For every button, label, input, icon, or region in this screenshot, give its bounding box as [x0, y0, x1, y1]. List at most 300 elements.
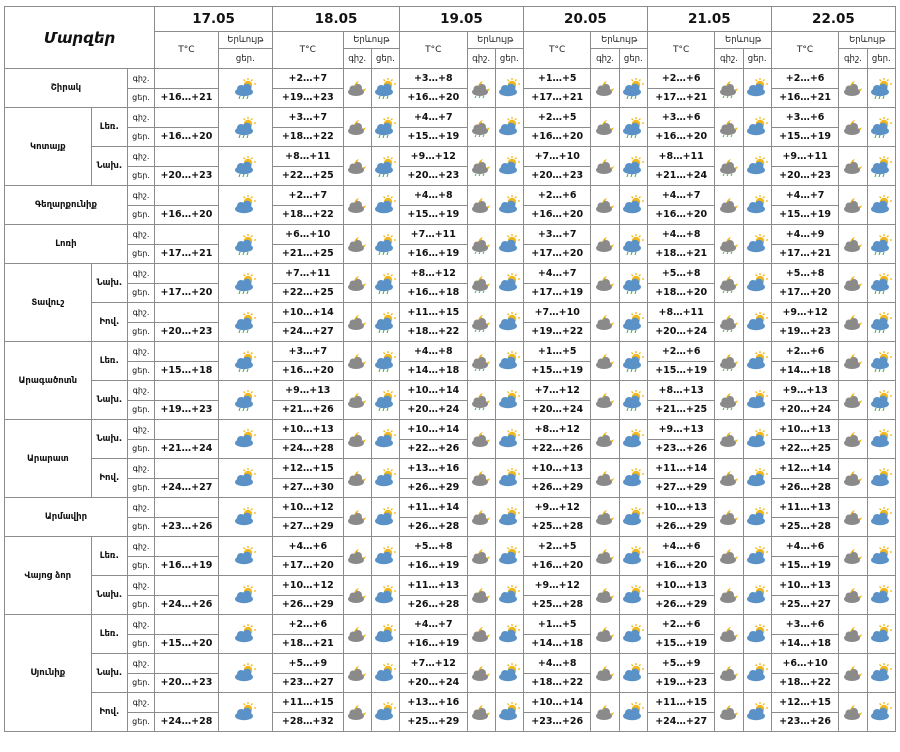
night-cloud-moon-icon [467, 615, 495, 654]
temperature-cell: +20…+23 [155, 322, 218, 342]
region-part-label: Նախ. [91, 576, 127, 615]
temperature-cell: +15…+18 [155, 361, 218, 381]
time-of-day: ցեր. [127, 322, 154, 342]
day-cloud-rain-icon [371, 147, 399, 186]
region-part-label: Նախ. [91, 147, 127, 186]
night-cloud-rain-icon [591, 225, 619, 264]
night-cloud-moon-icon [467, 459, 495, 498]
temp-header: T°C [400, 32, 468, 69]
temperature-cell: +24…+26 [155, 595, 218, 615]
temperature-cell: +9…+13 [647, 420, 715, 440]
temperature-cell: +4…+6 [647, 537, 715, 557]
day-partly-cloudy-icon [218, 264, 272, 303]
night-cloud-rain-icon [839, 303, 867, 342]
temperature-cell: +26…+28 [771, 478, 839, 498]
day-cloud-rain-icon [619, 342, 647, 381]
night-cloud-rain-icon [715, 303, 743, 342]
region-part-label: Իով. [91, 693, 127, 732]
day-cloud-rain-icon [619, 225, 647, 264]
temperature-cell: +12…+15 [771, 693, 839, 713]
temperature-cell: +26…+29 [647, 517, 715, 537]
temperature-cell: +1…+5 [523, 69, 591, 89]
temperature-cell: +4…+7 [523, 264, 591, 284]
day-cloud-rain-icon [371, 381, 399, 420]
night-cloud-rain-icon [591, 69, 619, 108]
day-partly-cloudy-icon [619, 615, 647, 654]
day-partly-cloudy-icon [743, 459, 771, 498]
time-of-day: գիշ. [127, 147, 154, 167]
temperature-cell: +3…+7 [273, 108, 344, 128]
temperature-cell: +11…+15 [400, 303, 468, 323]
time-of-day: ցեր. [127, 166, 154, 186]
table-row [5, 186, 896, 206]
time-of-day: գիշ. [127, 303, 154, 323]
temperature-cell: +13…+16 [400, 459, 468, 479]
time-of-day: գիշ. [127, 381, 154, 401]
temperature-cell: +26…+29 [400, 478, 468, 498]
temperature-cell: +24…+28 [155, 712, 218, 732]
day-partly-cloudy-icon [743, 498, 771, 537]
table-row [5, 615, 896, 635]
forecast-body [5, 69, 896, 732]
temp-header: T°C [273, 32, 344, 69]
day-cloud-rain-icon [495, 303, 523, 342]
temperature-cell: +16…+21 [155, 88, 218, 108]
day-cloud-rain-icon [867, 342, 895, 381]
temperature-cell: +15…+19 [647, 634, 715, 654]
night-cloud-rain-icon [467, 147, 495, 186]
temperature-cell: +10…+12 [273, 498, 344, 518]
date-header-3: 19.05 [400, 7, 524, 32]
night-cloud-moon-icon [591, 693, 619, 732]
night-cloud-moon-icon [839, 615, 867, 654]
region-part-label: Նախ. [91, 264, 127, 303]
temperature-cell: +22…+26 [400, 439, 468, 459]
temperature-cell: +20…+23 [523, 166, 591, 186]
night-cloud-rain-icon [591, 264, 619, 303]
day-partly-cloudy-icon [218, 225, 272, 264]
temperature-cell: +24…+27 [155, 478, 218, 498]
night-cloud-rain-icon [839, 69, 867, 108]
temperature-cell: +21…+26 [273, 400, 344, 420]
region-part-label: Նախ. [91, 381, 127, 420]
day-partly-cloudy-icon [371, 498, 399, 537]
day-partly-cloudy-icon [371, 537, 399, 576]
temperature-cell: +9…+12 [523, 498, 591, 518]
phenomenon-header: Երևույթ [343, 32, 399, 49]
temperature-cell: +3…+7 [273, 342, 344, 362]
day-cloud-rain-icon [867, 147, 895, 186]
day-partly-cloudy-icon [218, 147, 272, 186]
day-partly-cloudy-icon [867, 693, 895, 732]
night-cloud-moon-icon [715, 615, 743, 654]
time-of-day: ցեր. [127, 439, 154, 459]
day-partly-cloudy-icon [867, 459, 895, 498]
temperature-cell: +4…+7 [400, 615, 468, 635]
temperature-cell: +20…+24 [771, 400, 839, 420]
temperature-cell: +19…+23 [771, 322, 839, 342]
day-partly-cloudy-icon [218, 381, 272, 420]
temperature-cell: +19…+23 [273, 88, 344, 108]
phenomenon-header: Երևույթ [591, 32, 647, 49]
day-partly-cloudy-icon [495, 498, 523, 537]
phenomenon-header: Երևույթ [467, 32, 523, 49]
day-partly-cloudy-icon [218, 69, 272, 108]
day-cloud-rain-icon [867, 69, 895, 108]
night-cloud-rain-icon [343, 381, 371, 420]
temperature-cell: +11…+15 [647, 693, 715, 713]
temperature-cell [155, 342, 218, 362]
regions-header: Մարզեր [5, 7, 155, 69]
temperature-cell: +9…+13 [273, 381, 344, 401]
time-of-day: գիշ. [127, 186, 154, 206]
night-cloud-rain-icon [467, 381, 495, 420]
night-cloud-moon-icon [591, 654, 619, 693]
time-of-day: ցեր. [127, 634, 154, 654]
temperature-cell: +22…+26 [523, 439, 591, 459]
temperature-cell: +8…+12 [400, 264, 468, 284]
temperature-cell: +16…+20 [155, 127, 218, 147]
temperature-cell: +19…+23 [155, 400, 218, 420]
day-partly-cloudy-icon [867, 420, 895, 459]
day-cloud-rain-icon [495, 225, 523, 264]
temperature-cell: +11…+14 [400, 498, 468, 518]
temperature-cell: +4…+9 [771, 225, 839, 245]
night-cloud-moon-icon [343, 693, 371, 732]
table-row [5, 459, 896, 479]
temperature-cell: +16…+20 [400, 88, 468, 108]
temperature-cell: +18…+22 [273, 205, 344, 225]
temperature-cell: +15…+19 [523, 361, 591, 381]
temperature-cell: +27…+30 [273, 478, 344, 498]
temperature-cell: +6…+10 [273, 225, 344, 245]
time-of-day: ցեր. [127, 478, 154, 498]
temperature-cell: +26…+29 [523, 478, 591, 498]
day-cloud-rain-icon [867, 225, 895, 264]
temperature-cell: +23…+26 [155, 517, 218, 537]
temperature-cell: +4…+7 [647, 186, 715, 206]
temperature-cell: +17…+20 [771, 283, 839, 303]
night-cloud-moon-icon [343, 186, 371, 225]
night-cloud-moon-icon [467, 420, 495, 459]
temperature-cell: +9…+12 [771, 303, 839, 323]
night-cloud-rain-icon [591, 303, 619, 342]
temperature-cell: +2…+6 [647, 615, 715, 635]
day-partly-cloudy-icon [495, 420, 523, 459]
temperature-cell: +20…+23 [771, 166, 839, 186]
day-cloud-rain-icon [371, 225, 399, 264]
temperature-cell: +27…+29 [647, 478, 715, 498]
forecast-table [4, 6, 896, 732]
night-subheader: գիշ. [591, 49, 619, 69]
night-cloud-moon-icon [343, 537, 371, 576]
day-cloud-rain-icon [495, 342, 523, 381]
region-part-label: Նախ. [91, 654, 127, 693]
table-row [5, 420, 896, 440]
temperature-cell: +4…+7 [400, 108, 468, 128]
night-cloud-moon-icon [839, 537, 867, 576]
night-cloud-moon-icon [715, 654, 743, 693]
region-name: Արագածոտն [5, 342, 92, 420]
day-partly-cloudy-icon [495, 576, 523, 615]
temperature-cell: +14…+18 [771, 361, 839, 381]
temperature-cell: +5…+8 [400, 537, 468, 557]
day-partly-cloudy-icon [619, 498, 647, 537]
day-partly-cloudy-icon [619, 186, 647, 225]
day-partly-cloudy-icon [495, 654, 523, 693]
night-cloud-moon-icon [591, 186, 619, 225]
temperature-cell [155, 615, 218, 635]
day-cloud-rain-icon [743, 342, 771, 381]
temperature-cell: +10…+13 [647, 498, 715, 518]
time-of-day: ցեր. [127, 673, 154, 693]
temperature-cell: +7…+12 [400, 654, 468, 674]
night-cloud-rain-icon [467, 69, 495, 108]
table-row [5, 147, 896, 167]
temperature-cell: +4…+8 [523, 654, 591, 674]
night-cloud-moon-icon [591, 498, 619, 537]
night-cloud-rain-icon [591, 342, 619, 381]
day-cloud-rain-icon [495, 147, 523, 186]
day-cloud-rain-icon [371, 303, 399, 342]
day-partly-cloudy-icon [218, 459, 272, 498]
day-cloud-rain-icon [371, 69, 399, 108]
night-cloud-moon-icon [467, 537, 495, 576]
night-cloud-rain-icon [343, 303, 371, 342]
time-of-day: ցեր. [127, 88, 154, 108]
temperature-cell: +20…+24 [523, 400, 591, 420]
temperature-cell: +16…+20 [273, 361, 344, 381]
day-cloud-rain-icon [743, 108, 771, 147]
time-of-day: գիշ. [127, 615, 154, 635]
temperature-cell [155, 420, 218, 440]
table-row [5, 537, 896, 557]
day-partly-cloudy-icon [371, 693, 399, 732]
temperature-cell: +20…+23 [155, 673, 218, 693]
day-partly-cloudy-icon [743, 693, 771, 732]
temperature-cell: +4…+8 [647, 225, 715, 245]
region-name: Արարատ [5, 420, 92, 498]
day-cloud-rain-icon [619, 69, 647, 108]
day-cloud-rain-icon [867, 381, 895, 420]
temperature-cell: +15…+19 [771, 127, 839, 147]
night-cloud-rain-icon [343, 108, 371, 147]
temperature-cell: +13…+16 [400, 693, 468, 713]
temperature-cell: +18…+21 [273, 634, 344, 654]
region-part-label: Իով. [91, 459, 127, 498]
day-partly-cloudy-icon [619, 459, 647, 498]
temperature-cell: +12…+15 [273, 459, 344, 479]
temperature-cell: +3…+7 [523, 225, 591, 245]
day-cloud-rain-icon [495, 264, 523, 303]
temperature-cell: +3…+8 [400, 69, 468, 89]
region-name: Տավուշ [5, 264, 92, 342]
temperature-cell: +24…+27 [273, 322, 344, 342]
region-name: Գեղարքունիք [5, 186, 128, 225]
temperature-cell: +4…+7 [771, 186, 839, 206]
temperature-cell: +2…+6 [647, 342, 715, 362]
night-cloud-rain-icon [715, 342, 743, 381]
night-cloud-moon-icon [839, 459, 867, 498]
temperature-cell: +3…+6 [647, 108, 715, 128]
day-cloud-rain-icon [743, 381, 771, 420]
day-subheader: ցեր. [218, 49, 272, 69]
temperature-cell: +22…+25 [771, 439, 839, 459]
night-cloud-moon-icon [839, 498, 867, 537]
night-cloud-moon-icon [839, 576, 867, 615]
night-cloud-moon-icon [343, 459, 371, 498]
temperature-cell: +16…+20 [523, 127, 591, 147]
table-row [5, 576, 896, 596]
temperature-cell [155, 654, 218, 674]
time-of-day: գիշ. [127, 654, 154, 674]
temperature-cell: +8…+12 [523, 420, 591, 440]
night-cloud-moon-icon [591, 420, 619, 459]
day-cloud-rain-icon [867, 108, 895, 147]
time-of-day: ցեր. [127, 205, 154, 225]
temperature-cell: +27…+29 [273, 517, 344, 537]
day-partly-cloudy-icon [867, 654, 895, 693]
time-of-day: գիշ. [127, 693, 154, 713]
night-cloud-moon-icon [591, 459, 619, 498]
temperature-cell: +2…+5 [523, 537, 591, 557]
day-partly-cloudy-icon [495, 693, 523, 732]
temperature-cell: +3…+6 [771, 615, 839, 635]
region-part-label: Իով. [91, 303, 127, 342]
temperature-cell [155, 108, 218, 128]
night-cloud-moon-icon [467, 576, 495, 615]
night-subheader: գիշ. [839, 49, 867, 69]
night-cloud-rain-icon [467, 225, 495, 264]
temperature-cell: +28…+32 [273, 712, 344, 732]
temperature-cell: +2…+6 [523, 186, 591, 206]
night-cloud-moon-icon [715, 537, 743, 576]
time-of-day: ցեր. [127, 517, 154, 537]
day-partly-cloudy-icon [867, 576, 895, 615]
time-of-day: ցեր. [127, 595, 154, 615]
temperature-cell: +24…+27 [647, 712, 715, 732]
temperature-cell: +14…+18 [400, 361, 468, 381]
temperature-cell: +4…+6 [273, 537, 344, 557]
day-partly-cloudy-icon [743, 537, 771, 576]
day-cloud-rain-icon [619, 147, 647, 186]
temperature-cell: +23…+26 [771, 712, 839, 732]
region-part-label: Լեռ. [91, 108, 127, 147]
night-cloud-rain-icon [715, 264, 743, 303]
night-cloud-rain-icon [467, 108, 495, 147]
day-partly-cloudy-icon [619, 576, 647, 615]
night-cloud-rain-icon [343, 147, 371, 186]
night-cloud-rain-icon [715, 381, 743, 420]
temperature-cell [155, 381, 218, 401]
night-cloud-moon-icon [591, 537, 619, 576]
temperature-cell: +17…+21 [771, 244, 839, 264]
temperature-cell: +8…+11 [647, 147, 715, 167]
day-partly-cloudy-icon [218, 342, 272, 381]
region-name: Շիրակ [5, 69, 128, 108]
region-name: Վայոց ձոր [5, 537, 92, 615]
region-name: Սյունիք [5, 615, 92, 732]
temperature-cell: +2…+7 [273, 186, 344, 206]
temperature-cell: +18…+22 [273, 127, 344, 147]
day-partly-cloudy-icon [619, 420, 647, 459]
temperature-cell [155, 693, 218, 713]
temperature-cell: +3…+6 [771, 108, 839, 128]
temperature-cell: +20…+23 [155, 166, 218, 186]
temperature-cell: +21…+25 [647, 400, 715, 420]
region-name: Արմավիր [5, 498, 128, 537]
night-cloud-moon-icon [591, 615, 619, 654]
temperature-cell: +17…+20 [523, 244, 591, 264]
temperature-cell [155, 303, 218, 323]
region-part-label: Լեռ. [91, 615, 127, 654]
night-cloud-rain-icon [591, 381, 619, 420]
temperature-cell: +9…+12 [523, 576, 591, 596]
temperature-cell: +17…+20 [155, 283, 218, 303]
table-row [5, 498, 896, 518]
night-cloud-rain-icon [839, 225, 867, 264]
night-cloud-rain-icon [343, 69, 371, 108]
day-cloud-rain-icon [619, 381, 647, 420]
phenomenon-header: Երևույթ [218, 32, 272, 49]
time-of-day: գիշ. [127, 576, 154, 596]
temperature-cell: +6…+10 [771, 654, 839, 674]
day-partly-cloudy-icon [867, 186, 895, 225]
night-cloud-moon-icon [715, 459, 743, 498]
night-cloud-moon-icon [343, 615, 371, 654]
day-cloud-rain-icon [743, 69, 771, 108]
day-subheader: ցեր. [371, 49, 399, 69]
temperature-cell: +7…+11 [273, 264, 344, 284]
time-of-day: ցեր. [127, 556, 154, 576]
table-row [5, 342, 896, 362]
table-row [5, 69, 896, 89]
day-partly-cloudy-icon [743, 576, 771, 615]
temperature-cell: +15…+19 [400, 127, 468, 147]
temperature-cell: +17…+19 [523, 283, 591, 303]
day-partly-cloudy-icon [371, 615, 399, 654]
temperature-cell: +9…+12 [400, 147, 468, 167]
night-cloud-rain-icon [343, 225, 371, 264]
temperature-cell: +7…+11 [400, 225, 468, 245]
temp-header: T°C [155, 32, 218, 69]
temperature-cell: +18…+20 [647, 283, 715, 303]
temperature-cell: +8…+11 [647, 303, 715, 323]
temp-header: T°C [647, 32, 715, 69]
temperature-cell: +10…+14 [400, 381, 468, 401]
night-cloud-rain-icon [839, 342, 867, 381]
temperature-cell: +4…+8 [400, 186, 468, 206]
night-cloud-moon-icon [343, 498, 371, 537]
temperature-cell: +11…+13 [400, 576, 468, 596]
temperature-cell: +16…+20 [523, 205, 591, 225]
time-of-day: ցեր. [127, 361, 154, 381]
temperature-cell: +2…+6 [273, 615, 344, 635]
date-header-2: 18.05 [273, 7, 400, 32]
night-cloud-moon-icon [467, 498, 495, 537]
night-cloud-moon-icon [343, 576, 371, 615]
table-row [5, 264, 896, 284]
temperature-cell: +15…+19 [771, 205, 839, 225]
day-partly-cloudy-icon [619, 537, 647, 576]
night-cloud-rain-icon [839, 108, 867, 147]
day-subheader: ցեր. [495, 49, 523, 69]
day-partly-cloudy-icon [218, 693, 272, 732]
temperature-cell: +20…+24 [400, 673, 468, 693]
day-partly-cloudy-icon [218, 420, 272, 459]
temperature-cell: +2…+7 [273, 69, 344, 89]
table-row [5, 381, 896, 401]
